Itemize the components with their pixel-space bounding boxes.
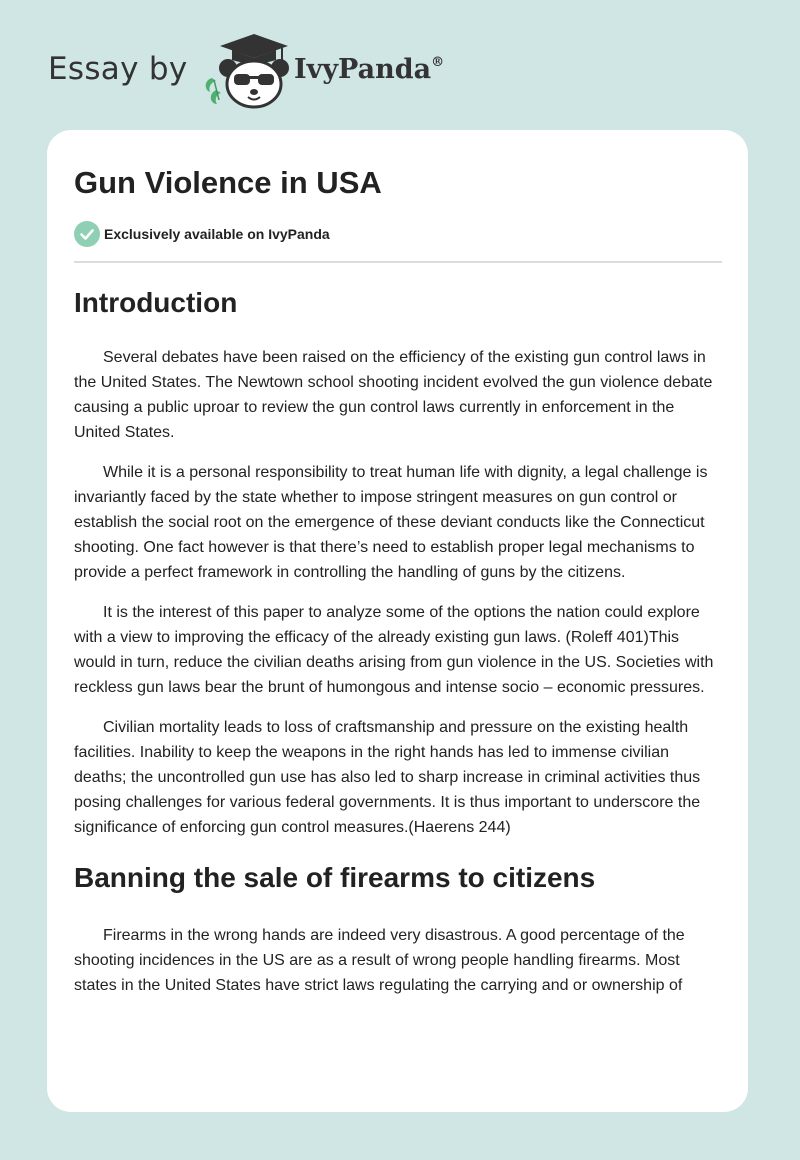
title-divider [74,261,722,263]
paragraph: Civilian mortality leads to loss of craftsmanship and pressure on the existing health facilities. Inability to keep the weapons in the right hands has led to immense civilian deaths; the uncontrolled gun use has also led to sharp increase in criminal activities thus posing challenges for various federal governments. It is thus important to underscore the significance of enforcing gun control measures.(Haerens 244) [74,719,701,836]
section-heading-banning-sale: Banning the sale of firearms to citizens [74,862,596,893]
checkmark-icon [74,221,100,247]
paragraph: While it is a personal responsibility to treat human life with dignity, a legal challenge is invariantly faced by the state whether to impose stringent measures on gun control or establish the social root on the emergence of these deviant conducts like the Connecticut shooting. One fact however is that there’s need to establish proper legal mechanisms to provide a perfect framework in controlling the handling of guns by the citizens. [74,464,708,581]
panda-logo-icon [202,34,292,110]
essay-by-label: Essay by [48,51,188,87]
essay-title: Gun Violence in USA [74,165,382,200]
exclusive-badge-text: Exclusively available on IvyPanda [104,226,330,242]
ivypanda-brand-name: IvyPanda® [294,54,445,85]
brand-header [48,34,468,114]
essay-card [47,130,748,1112]
paragraph: It is the interest of this paper to analyze some of the options the nation could explore with a view to improving the efficacy of the already existing gun laws. (Roleff 401)This would in turn, reduce the civilian deaths arising from gun violence in the US. Societies with reckless gun laws bear the brunt of humongous and intense socio – economic pressures. [74,604,714,696]
registered-trademark: ® [431,55,445,70]
paragraph: Firearms in the wrong hands are indeed very disastrous. A good percentage of the shooting incidences in the US are as a result of wrong people handling firearms. Most states in the United States have strict laws regulating the carrying and or ownership of [74,927,685,994]
exclusive-badge [74,220,722,248]
section-heading-introduction: Introduction [74,287,238,318]
paragraph: Several debates have been raised on the efficiency of the existing gun control laws in the United States. The Newtown school shooting incident evolved the gun violence debate causing a public uproar to review the gun control laws currently in enforcement in the United States. [74,349,713,441]
